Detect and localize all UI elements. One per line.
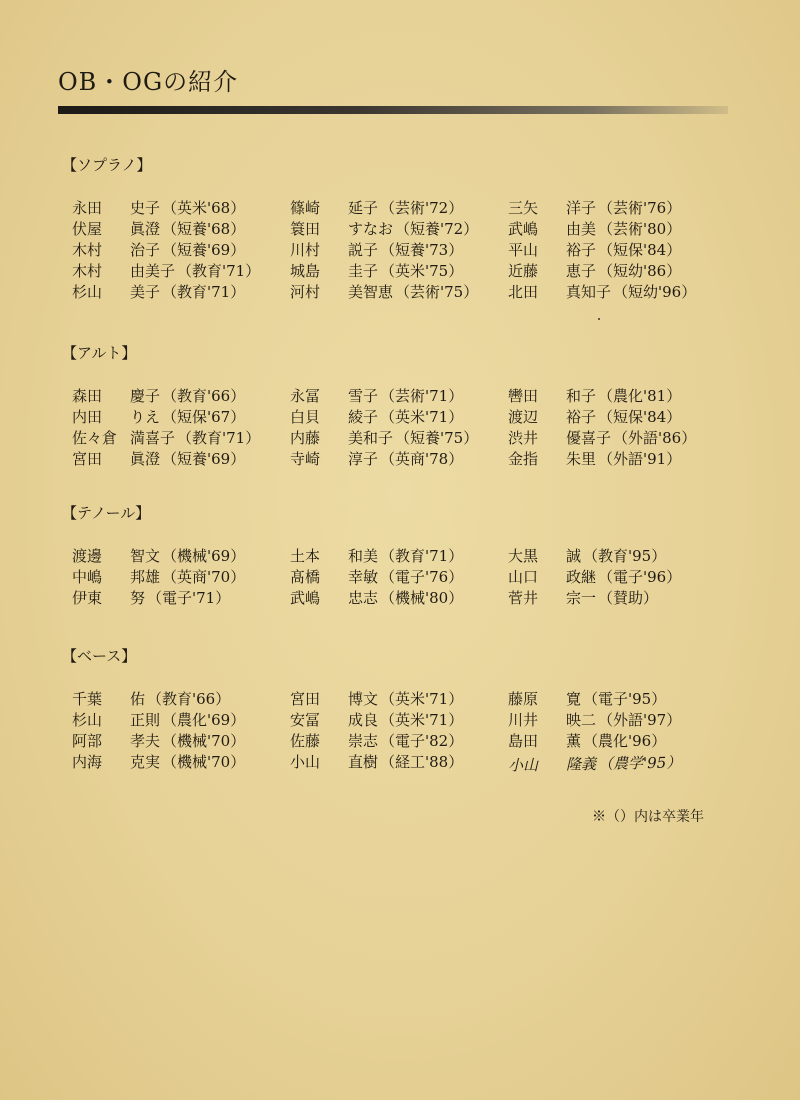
- member-surname: 土本: [290, 547, 321, 565]
- stray-dot: [598, 318, 600, 320]
- member-given-name: 智文: [130, 547, 161, 565]
- member-surname: 宮田: [72, 450, 103, 468]
- member-year: （短保'84）: [598, 408, 682, 426]
- member-entry: [290, 261, 463, 282]
- member-year: （電子'76）: [380, 568, 464, 586]
- member-year: （電子'71）: [147, 589, 231, 607]
- member-surname: 轡田: [508, 387, 539, 405]
- member-year: （機械'70）: [162, 753, 246, 771]
- member-entry: [72, 546, 245, 567]
- member-year: （機械'80）: [380, 589, 464, 607]
- member-surname: 武嶋: [290, 589, 321, 607]
- member-grid: [0, 546, 800, 609]
- footnote: ※（）内は卒業年: [592, 809, 704, 825]
- member-entry: [508, 567, 681, 588]
- member-entry: [290, 731, 463, 752]
- member-entry: [72, 219, 245, 240]
- member-given-name: りえ: [130, 408, 161, 426]
- member-entry: [72, 282, 245, 303]
- member-surname: 簑田: [290, 220, 321, 238]
- member-given-name: 満喜子: [130, 429, 176, 447]
- member-row: [0, 407, 800, 428]
- member-year: （短保'84）: [598, 241, 682, 259]
- member-year: （短養'69）: [162, 450, 246, 468]
- member-year: （短幼'96）: [613, 283, 697, 301]
- member-year: （機械'69）: [162, 547, 246, 565]
- member-given-name: 史子: [130, 199, 161, 217]
- member-year: （短保'67）: [162, 408, 246, 426]
- member-given-name: 博文: [348, 690, 379, 708]
- member-entry: [508, 731, 666, 752]
- member-given-name: 佑: [130, 690, 146, 708]
- member-given-name: 努: [130, 589, 146, 607]
- member-surname: 永田: [72, 199, 103, 217]
- member-given-name: 忠志: [348, 589, 379, 607]
- member-year: （教育'71）: [177, 262, 261, 280]
- member-given-name: 和美: [348, 547, 379, 565]
- member-year: （教育'71）: [177, 429, 261, 447]
- member-given-name: 邦雄: [130, 568, 161, 586]
- member-surname: 北田: [508, 283, 539, 301]
- member-entry: [508, 710, 681, 731]
- member-surname: 内海: [72, 753, 103, 771]
- member-year: （経工'88）: [380, 753, 464, 771]
- member-surname: 大黒: [508, 547, 539, 565]
- member-surname: 金指: [508, 450, 539, 468]
- member-given-name: 綾子: [348, 408, 379, 426]
- member-surname: 篠崎: [290, 199, 321, 217]
- member-surname: 髙橋: [290, 568, 321, 586]
- member-surname: 渡辺: [508, 408, 539, 426]
- member-row: [0, 282, 800, 303]
- member-year: （芸術'71）: [380, 387, 464, 405]
- member-entry: [508, 386, 681, 407]
- member-year: （短養'73）: [380, 241, 464, 259]
- member-row: [0, 428, 800, 449]
- member-given-name: 誠: [566, 547, 582, 565]
- member-entry: [508, 240, 681, 261]
- member-surname: 阿部: [72, 732, 103, 750]
- member-year: （短養'72）: [395, 220, 479, 238]
- member-surname: 平山: [508, 241, 539, 259]
- member-entry: [508, 449, 681, 470]
- member-entry: [72, 198, 245, 219]
- member-row: [0, 710, 800, 731]
- member-surname: 渡邊: [72, 547, 103, 565]
- member-surname: 川村: [290, 241, 321, 259]
- member-given-name: 洋子: [566, 199, 597, 217]
- member-entry: [290, 752, 463, 773]
- member-given-name: 美子: [130, 283, 161, 301]
- member-year: （芸術'75）: [395, 283, 479, 301]
- member-year: （農学'95）: [597, 753, 682, 773]
- member-entry: [290, 407, 463, 428]
- member-entry: [290, 710, 463, 731]
- member-grid: [0, 386, 800, 470]
- member-given-name: 成良: [348, 711, 379, 729]
- member-surname: 小山: [507, 755, 539, 775]
- member-year: （英米'71）: [380, 408, 464, 426]
- member-surname: 木村: [72, 262, 103, 280]
- section-label: 【テノール】: [62, 504, 151, 522]
- member-year: （電子'82）: [380, 732, 464, 750]
- member-surname: 内藤: [290, 429, 321, 447]
- member-surname: 佐々倉: [72, 429, 118, 447]
- member-surname: 菅井: [508, 589, 539, 607]
- member-grid: [0, 198, 800, 303]
- member-year: （農化'96）: [583, 732, 667, 750]
- member-given-name: 恵子: [566, 262, 597, 280]
- member-given-name: 克実: [130, 753, 161, 771]
- section-label: 【ベース】: [62, 647, 137, 665]
- member-surname: 藤原: [508, 690, 539, 708]
- member-year: （英商'78）: [380, 450, 464, 468]
- member-entry: [72, 386, 245, 407]
- member-entry: [508, 428, 696, 449]
- member-year: （芸術'76）: [598, 199, 682, 217]
- member-surname: 武嶋: [508, 220, 539, 238]
- member-year: （外語'97）: [598, 711, 682, 729]
- member-entry: [290, 546, 463, 567]
- member-entry: [508, 407, 681, 428]
- member-given-name: 政継: [566, 568, 597, 586]
- member-surname: 山口: [508, 568, 539, 586]
- member-surname: 木村: [72, 241, 103, 259]
- member-given-name: 裕子: [566, 408, 597, 426]
- member-year: （短養'68）: [162, 220, 246, 238]
- member-entry: [508, 219, 681, 240]
- member-entry: [290, 449, 463, 470]
- member-entry: [72, 567, 245, 588]
- member-year: （芸術'72）: [380, 199, 464, 217]
- member-surname: 川井: [508, 711, 539, 729]
- member-year: （外語'91）: [598, 450, 682, 468]
- member-entry-handwritten: [508, 752, 682, 776]
- member-given-name: 美和子: [348, 429, 394, 447]
- section-label: 【アルト】: [62, 344, 137, 362]
- member-surname: 宮田: [290, 690, 321, 708]
- member-surname: 杉山: [72, 283, 103, 301]
- member-given-name: 由美: [566, 220, 597, 238]
- member-surname: 島田: [508, 732, 539, 750]
- member-year: （農化'69）: [162, 711, 246, 729]
- member-entry: [290, 567, 463, 588]
- member-entry: [72, 588, 230, 609]
- member-year: （短幼'86）: [598, 262, 682, 280]
- member-row: [0, 731, 800, 752]
- member-row: [0, 449, 800, 470]
- member-year: （短養'75）: [395, 429, 479, 447]
- member-row: [0, 689, 800, 710]
- member-given-name: 崇志: [348, 732, 379, 750]
- member-given-name: 眞澄: [130, 450, 161, 468]
- member-entry: [290, 240, 463, 261]
- member-surname: 佐藤: [290, 732, 321, 750]
- member-given-name: 幸敏: [348, 568, 379, 586]
- member-year: （英商'70）: [162, 568, 246, 586]
- member-surname: 城島: [290, 262, 321, 280]
- member-entry: [290, 219, 478, 240]
- member-given-name: 孝夫: [130, 732, 161, 750]
- member-given-name: 美智恵: [348, 283, 394, 301]
- member-given-name: 宗一: [566, 589, 597, 607]
- member-given-name: 和子: [566, 387, 597, 405]
- member-entry: [72, 240, 245, 261]
- member-row: [0, 219, 800, 240]
- member-year: （英米'71）: [380, 690, 464, 708]
- member-given-name: 寛: [566, 690, 582, 708]
- member-row: [0, 198, 800, 219]
- member-grid: [0, 689, 800, 773]
- member-entry: [290, 689, 463, 710]
- member-entry: [72, 752, 245, 773]
- member-entry: [508, 689, 666, 710]
- member-year: （芸術'80）: [598, 220, 682, 238]
- member-year: （英米'75）: [380, 262, 464, 280]
- member-entry: [72, 261, 260, 282]
- member-surname: 小山: [290, 753, 321, 771]
- member-surname: 寺崎: [290, 450, 321, 468]
- member-surname: 森田: [72, 387, 103, 405]
- member-surname: 中嶋: [72, 568, 103, 586]
- member-given-name: 雪子: [348, 387, 379, 405]
- member-entry: [290, 386, 463, 407]
- member-row: [0, 546, 800, 567]
- member-surname: 内田: [72, 408, 103, 426]
- member-entry: [508, 588, 658, 609]
- member-entry: [72, 689, 230, 710]
- member-surname: 千葉: [72, 690, 103, 708]
- member-year: （電子'96）: [598, 568, 682, 586]
- member-year: （教育'71）: [162, 283, 246, 301]
- member-surname: 安冨: [290, 711, 321, 729]
- member-given-name: 薫: [566, 732, 582, 750]
- member-entry: [72, 731, 245, 752]
- member-given-name: 眞澄: [130, 220, 161, 238]
- member-year: （英米'68）: [162, 199, 246, 217]
- member-given-name: 直樹: [348, 753, 379, 771]
- member-row: [0, 261, 800, 282]
- member-year: （教育'66）: [147, 690, 231, 708]
- member-entry: [290, 428, 478, 449]
- member-given-name: 真知子: [566, 283, 612, 301]
- member-given-name: 映二: [566, 711, 597, 729]
- member-row: [0, 588, 800, 609]
- member-entry: [508, 546, 666, 567]
- page-title: OB・OGの紹介: [58, 68, 239, 96]
- member-year: （農化'81）: [598, 387, 682, 405]
- member-entry: [72, 407, 245, 428]
- member-given-name: 朱里: [566, 450, 597, 468]
- member-surname: 三矢: [508, 199, 539, 217]
- member-year: （賛助）: [598, 589, 659, 607]
- member-year: （機械'70）: [162, 732, 246, 750]
- member-entry: [72, 428, 260, 449]
- member-year: （電子'95）: [583, 690, 667, 708]
- member-surname: 伏屋: [72, 220, 103, 238]
- member-year: （教育'95）: [583, 547, 667, 565]
- member-entry: [72, 710, 245, 731]
- member-surname: 永冨: [290, 387, 321, 405]
- member-surname: 杉山: [72, 711, 103, 729]
- member-surname: 河村: [290, 283, 321, 301]
- member-surname: 白貝: [290, 408, 321, 426]
- member-entry: [290, 588, 463, 609]
- member-surname: 伊東: [72, 589, 103, 607]
- section-label: 【ソプラノ】: [62, 156, 152, 174]
- member-given-name: 治子: [130, 241, 161, 259]
- member-given-name: 由美子: [130, 262, 176, 280]
- member-entry: [508, 282, 696, 303]
- member-year: （英米'71）: [380, 711, 464, 729]
- member-row: [0, 752, 800, 773]
- member-year: （短養'69）: [162, 241, 246, 259]
- member-entry: [508, 198, 681, 219]
- member-row: [0, 386, 800, 407]
- member-year: （教育'66）: [162, 387, 246, 405]
- member-entry: [290, 198, 463, 219]
- member-given-name: 延子: [348, 199, 379, 217]
- member-entry: [508, 261, 681, 282]
- member-year: （教育'71）: [380, 547, 464, 565]
- member-given-name: 圭子: [348, 262, 379, 280]
- member-given-name: すなお: [348, 220, 394, 238]
- member-surname: 渋井: [508, 429, 539, 447]
- member-entry: [72, 449, 245, 470]
- member-given-name: 隆義: [565, 754, 597, 774]
- member-year: （外語'86）: [613, 429, 697, 447]
- title-underline-bar: [58, 106, 728, 114]
- member-given-name: 優喜子: [566, 429, 612, 447]
- member-entry: [290, 282, 478, 303]
- member-surname: 近藤: [508, 262, 539, 280]
- member-given-name: 裕子: [566, 241, 597, 259]
- member-given-name: 淳子: [348, 450, 379, 468]
- member-row: [0, 240, 800, 261]
- member-row: [0, 567, 800, 588]
- member-given-name: 正則: [130, 711, 161, 729]
- member-given-name: 慶子: [130, 387, 161, 405]
- member-given-name: 説子: [348, 241, 379, 259]
